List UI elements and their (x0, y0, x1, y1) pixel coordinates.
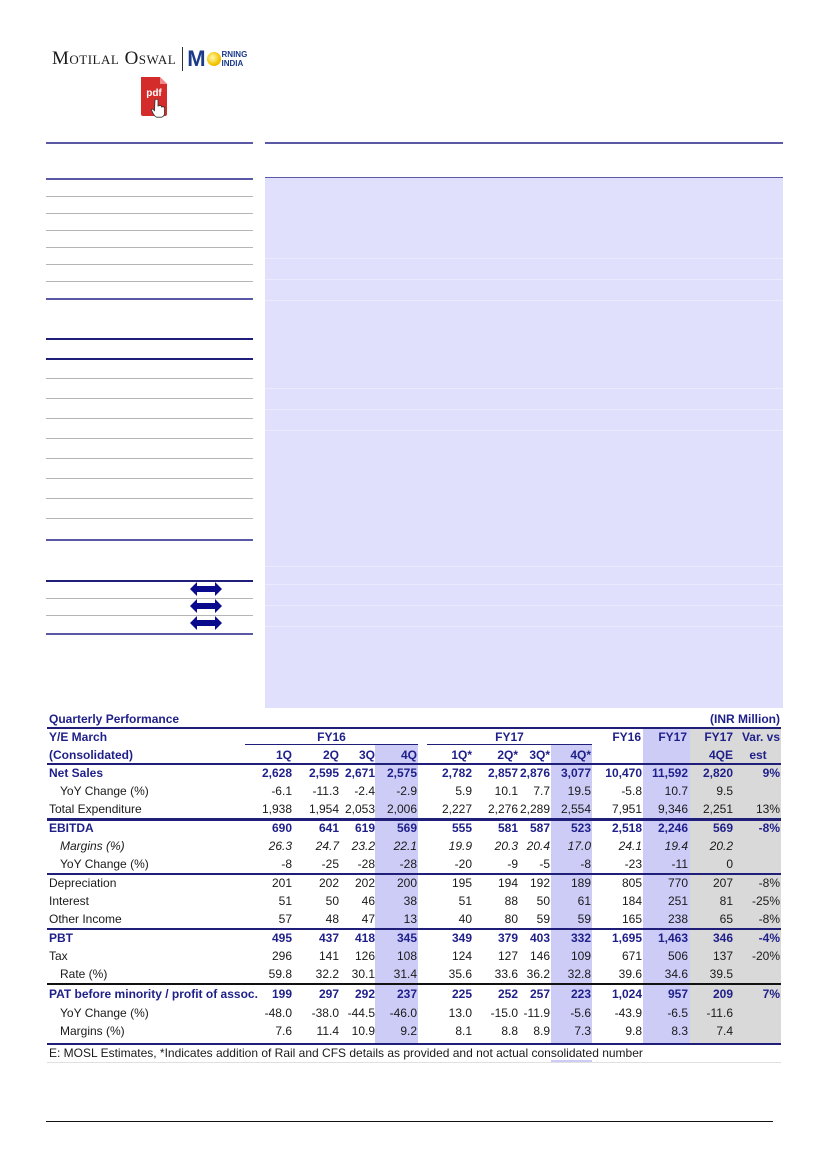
table-cell: -11.6 (706, 1006, 733, 1020)
table-cell: -8 (281, 857, 292, 871)
table-cell: 32.2 (315, 967, 339, 981)
header-fy16-group: FY16 (317, 730, 346, 744)
table-cell: 35.6 (448, 967, 472, 981)
table-cell: 24.1 (618, 839, 642, 853)
table-cell: 126 (354, 949, 375, 963)
header-col-2: 3Q (358, 748, 375, 762)
table-cell: 202 (354, 876, 375, 890)
table-cell: 2,595 (308, 766, 339, 780)
table-cell: 237 (396, 987, 417, 1001)
header-col-0: 1Q (275, 748, 292, 762)
table-cell: -43.9 (614, 1006, 642, 1020)
table-cell: 22.1 (393, 839, 417, 853)
table-cell: 2,554 (560, 802, 591, 816)
table-cell: 957 (667, 987, 688, 1001)
table-cell: -6.5 (667, 1006, 688, 1020)
sidebar-rule (46, 264, 253, 265)
table-cell: -23 (624, 857, 642, 871)
content-panel (265, 178, 783, 708)
table-cell: 297 (318, 987, 339, 1001)
sidebar-rule (46, 338, 253, 340)
table-cell: -8% (758, 876, 780, 890)
header-col-11: est (749, 748, 767, 762)
brand-name: Motilal Oswal (52, 48, 177, 69)
table-cell: 587 (529, 821, 550, 835)
sidebar-rule (46, 438, 253, 439)
table-cell: 30.1 (351, 967, 375, 981)
table-cell: 199 (271, 987, 292, 1001)
row-label: Depreciation (49, 876, 117, 890)
table-cell: 346 (712, 931, 733, 945)
double-arrow-icon (190, 582, 222, 596)
page-footer-rule (46, 1121, 773, 1122)
table-cell: 770 (667, 876, 688, 890)
table-cell: -4% (758, 931, 780, 945)
table-cell: 641 (318, 821, 339, 835)
table-cell: 207 (712, 876, 733, 890)
table-cell: -6.1 (271, 784, 292, 798)
row-label: Rate (%) (60, 967, 108, 981)
table-cell: 39.6 (618, 967, 642, 981)
table-cell: 2,289 (519, 802, 550, 816)
table-cell: 1,954 (308, 802, 339, 816)
table-cell: 8.8 (501, 1024, 518, 1038)
table-row (47, 910, 781, 928)
sidebar-rule (46, 142, 253, 144)
table-cell: 19.5 (567, 784, 591, 798)
table-cell: 2,782 (441, 766, 472, 780)
table-cell: 2,246 (657, 821, 688, 835)
table-cell: 65 (719, 912, 733, 926)
table-cell: -5.6 (570, 1006, 591, 1020)
table-cell: 165 (621, 912, 642, 926)
sidebar-rule (46, 178, 253, 180)
table-cell: 10,470 (605, 766, 642, 780)
row-label: Total Expenditure (49, 802, 142, 816)
logo-tag-top: RNING (221, 50, 248, 59)
header-col-6: 3Q* (529, 748, 550, 762)
table-cell: 296 (271, 949, 292, 963)
table-cell: 19.9 (448, 839, 472, 853)
header-col-5: 2Q* (497, 748, 518, 762)
table-cell: 2,518 (611, 821, 642, 835)
table-cell: 59 (577, 912, 591, 926)
table-cell: 9,346 (657, 802, 688, 816)
header-col-3: 4Q (400, 748, 417, 762)
header-col-8 (598, 746, 642, 764)
logo-tagline (222, 50, 248, 68)
table-cell: -20% (751, 949, 780, 963)
panel-divider (265, 279, 783, 280)
table-cell (732, 1004, 780, 1022)
table-cell: 10.7 (664, 784, 688, 798)
table-cell: 80 (504, 912, 518, 926)
table-cell: 127 (497, 949, 518, 963)
table-cell: 108 (396, 949, 417, 963)
table-cell: 61 (577, 894, 591, 908)
table-cell: 8.3 (671, 1024, 688, 1038)
table-cell: 20.3 (494, 839, 518, 853)
sidebar-rule (46, 298, 253, 300)
table-cell: -25% (751, 894, 780, 908)
table-cell: 51 (458, 894, 472, 908)
table-cell: -48.0 (264, 1006, 292, 1020)
table-cell: -28 (357, 857, 375, 871)
table-cell: 2,876 (519, 766, 550, 780)
table-cell: 403 (529, 931, 550, 945)
table-cell: 192 (529, 876, 550, 890)
table-cell: -8% (758, 912, 780, 926)
panel-divider (265, 430, 783, 431)
table-cell: 251 (667, 894, 688, 908)
table-cell: 40 (458, 912, 472, 926)
header-var: Var. vs (741, 730, 780, 744)
row-label: Tax (49, 949, 68, 963)
table-cell: 10.1 (494, 784, 518, 798)
table-row (47, 985, 781, 1003)
table-cell: 5.9 (455, 784, 472, 798)
table-cell: -8% (758, 821, 780, 835)
table-unit: (INR Million) (710, 712, 780, 726)
header-fy17-group: FY17 (495, 730, 524, 744)
table-cell: 495 (271, 931, 292, 945)
table-cell: 38 (403, 894, 417, 908)
table-cell: 32.8 (567, 967, 591, 981)
header-fy17-annual: FY17 (658, 730, 687, 744)
table-row (47, 800, 781, 818)
pdf-file-icon (139, 76, 169, 118)
table-row (47, 874, 781, 892)
panel-divider (265, 258, 783, 259)
pdf-download-button[interactable] (139, 76, 169, 116)
table-cell: 200 (396, 876, 417, 890)
table-cell: 349 (451, 931, 472, 945)
table-cell: 124 (451, 949, 472, 963)
table-cell: 569 (712, 821, 733, 835)
table-cell: 109 (570, 949, 591, 963)
table-cell: 10.9 (351, 1024, 375, 1038)
table-cell: 2,053 (344, 802, 375, 816)
table-cell: 51 (278, 894, 292, 908)
table-cell: 252 (497, 987, 518, 1001)
table-cell: 47 (361, 912, 375, 926)
table-cell: 209 (712, 987, 733, 1001)
sidebar-rule (46, 418, 253, 419)
table-cell: -5 (539, 857, 550, 871)
table-cell: 690 (271, 821, 292, 835)
sidebar-rule (46, 398, 253, 399)
header-fy16-annual: FY16 (612, 730, 641, 744)
table-cell: 569 (396, 821, 417, 835)
table-cell: 11.4 (316, 1024, 339, 1038)
table-cell: 619 (354, 821, 375, 835)
sidebar-rule (46, 358, 253, 360)
table-cell: -15.0 (490, 1006, 518, 1020)
panel-divider (265, 388, 783, 389)
table-cell: 523 (570, 821, 591, 835)
table-cell: 671 (621, 949, 642, 963)
row-label: YoY Change (%) (60, 857, 149, 871)
sidebar-rule (46, 230, 253, 231)
table-cell: 33.6 (494, 967, 518, 981)
table-cell: -25 (321, 857, 339, 871)
table-cell: 13% (755, 802, 780, 816)
table-row (47, 929, 781, 947)
table-cell: 437 (318, 931, 339, 945)
logo-tag-bottom: INDIA (221, 59, 244, 68)
table-cell: 141 (318, 949, 339, 963)
table-cell: -2.9 (396, 784, 417, 798)
table-cell: 1,938 (261, 802, 292, 816)
table-cell: 88 (504, 894, 518, 908)
header-consolidated: (Consolidated) (49, 748, 133, 762)
table-cell: 225 (451, 987, 472, 1001)
table-cell: 2,251 (702, 802, 733, 816)
table-cell: 2,006 (386, 802, 417, 816)
table-cell: -11 (671, 857, 688, 871)
table-cell: -5.8 (621, 784, 642, 798)
table-cell: 20.2 (709, 839, 733, 853)
sidebar-rule (46, 518, 253, 519)
table-cell: 13 (403, 912, 417, 926)
header-col-1: 2Q (322, 748, 339, 762)
row-label: PAT before minority / profit of assoc. (49, 987, 258, 1001)
table-cell: 194 (497, 876, 518, 890)
sidebar-rule (46, 498, 253, 499)
table-cell: 379 (497, 931, 518, 945)
panel-divider (265, 584, 783, 585)
table-cell: -38.0 (311, 1006, 339, 1020)
table-row (47, 855, 781, 873)
table-cell: 2,820 (702, 766, 733, 780)
panel-divider (265, 409, 783, 410)
table-cell (732, 782, 780, 800)
table-cell: 20.4 (526, 839, 550, 853)
table-cell: 81 (719, 894, 733, 908)
sidebar-rule (46, 633, 253, 635)
table-cell: 581 (497, 821, 518, 835)
row-label: Margins (%) (60, 839, 125, 853)
panel-divider (265, 605, 783, 606)
table-row (47, 782, 781, 800)
header-col-7: 4Q* (570, 748, 591, 762)
row-label: PBT (49, 931, 73, 945)
table-cell: 184 (621, 894, 642, 908)
table-cell: -46.0 (389, 1006, 417, 1020)
table-cell: 7.3 (574, 1024, 591, 1038)
header-fy17-est: FY17 (704, 730, 733, 744)
table-cell: 57 (278, 912, 292, 926)
table-cell: 1,695 (611, 931, 642, 945)
table-cell: 189 (570, 876, 591, 890)
table-cell (732, 855, 780, 873)
table-rule (47, 1043, 781, 1045)
table-row (47, 837, 781, 855)
sidebar-rule (46, 539, 253, 541)
sidebar-rule (46, 281, 253, 282)
row-label: Interest (49, 894, 90, 908)
table-cell: 59 (536, 912, 550, 926)
row-label: Other Income (49, 912, 122, 926)
table-cell: -28 (399, 857, 417, 871)
table-cell: 34.6 (664, 967, 688, 981)
table-cell (732, 1022, 780, 1040)
panel-divider (265, 566, 783, 567)
table-cell: -8 (580, 857, 591, 871)
table-cell: 2,276 (487, 802, 518, 816)
table-cell: 257 (529, 987, 550, 1001)
table-cell: -44.5 (347, 1006, 375, 1020)
table-cell: 345 (396, 931, 417, 945)
header-col-4: 1Q* (451, 748, 472, 762)
double-arrow-icon (190, 599, 222, 613)
panel-divider (265, 300, 783, 301)
table-row (47, 965, 781, 983)
table-cell: 2,628 (261, 766, 292, 780)
table-cell: -11.9 (523, 1006, 550, 1020)
table-cell: 202 (318, 876, 339, 890)
sidebar-rule (46, 196, 253, 197)
table-cell: 36.2 (526, 967, 550, 981)
table-cell: -2.4 (354, 784, 375, 798)
table-cell: 201 (271, 876, 292, 890)
sidebar-rule (46, 478, 253, 479)
table-cell: 7.6 (275, 1024, 292, 1038)
table-header-row-2 (47, 746, 781, 764)
table-cell: 9.8 (625, 1024, 642, 1038)
sidebar-rule (46, 378, 253, 379)
row-label: Margins (%) (60, 1024, 125, 1038)
table-cell: 555 (451, 821, 472, 835)
table-cell: 332 (570, 931, 591, 945)
header-ye-march: Y/E March (49, 730, 108, 744)
table-cell: 39.5 (709, 967, 733, 981)
table-row (47, 947, 781, 965)
table-cell: -20 (454, 857, 472, 871)
table-cell: 506 (667, 949, 688, 963)
table-cell: 292 (354, 987, 375, 1001)
table-cell: 24.7 (315, 839, 339, 853)
table-cell (732, 837, 780, 855)
table-header-row-1 (47, 728, 781, 746)
table-row (47, 764, 781, 782)
sun-icon (207, 52, 221, 66)
table-rule (47, 1062, 781, 1063)
table-cell: 137 (712, 949, 733, 963)
table-cell: 48 (325, 912, 339, 926)
double-arrow-icon (190, 616, 222, 630)
table-cell: 805 (621, 876, 642, 890)
table-cell: 8.1 (455, 1024, 472, 1038)
panel-divider (265, 626, 783, 627)
table-cell: 7,951 (611, 802, 642, 816)
table-cell: 146 (529, 949, 550, 963)
sidebar-rule (46, 213, 253, 214)
table-row (47, 819, 781, 837)
table-row (47, 1004, 781, 1022)
table-cell: 23.2 (351, 839, 375, 853)
row-label: YoY Change (%) (60, 1006, 149, 1020)
table-cell: 418 (354, 931, 375, 945)
table-cell: 2,671 (344, 766, 375, 780)
header-col-9 (644, 746, 688, 764)
table-cell: 7% (762, 987, 780, 1001)
table-cell: 8.9 (533, 1024, 550, 1038)
table-cell: 17.0 (567, 839, 591, 853)
table-cell: 2,857 (487, 766, 518, 780)
sidebar-rule (46, 458, 253, 459)
table-cell: 31.4 (393, 967, 417, 981)
row-label: YoY Change (%) (60, 784, 149, 798)
header-col-10: 4QE (708, 748, 733, 762)
table-cell: -9 (507, 857, 518, 871)
table-cell: 46 (361, 894, 375, 908)
table-cell: 7.7 (533, 784, 550, 798)
table-row (47, 892, 781, 910)
table-row (47, 1022, 781, 1040)
table-cell: 1,463 (657, 931, 688, 945)
logo-divider (182, 47, 183, 71)
table-cell: 9% (762, 766, 780, 780)
table-cell: 195 (451, 876, 472, 890)
table-cell: 59.8 (268, 967, 292, 981)
panel-rule (265, 142, 783, 144)
table-cell (732, 965, 780, 983)
table-cell: 238 (667, 912, 688, 926)
table-cell: 26.3 (268, 839, 292, 853)
table-cell: 2,575 (386, 766, 417, 780)
table-cell: 50 (536, 894, 550, 908)
sidebar-rule (46, 247, 253, 248)
table-cell: -11.3 (312, 784, 339, 798)
table-cell: 3,077 (560, 766, 591, 780)
row-label: EBITDA (49, 821, 94, 835)
table-cell: 1,024 (611, 987, 642, 1001)
table-cell: 19.4 (664, 839, 688, 853)
table-title: Quarterly Performance (49, 712, 180, 726)
table-footnote: E: MOSL Estimates, *Indicates addition of Rail and CFS details as provided and not actual consolidated number (49, 1046, 643, 1060)
table-cell: 9.5 (716, 784, 733, 798)
table-cell: 50 (325, 894, 339, 908)
brand-logo (52, 44, 247, 74)
pdf-label: pdf (146, 88, 162, 99)
table-cell: 9.2 (400, 1024, 417, 1038)
table-cell: 2,227 (441, 802, 472, 816)
row-label: Net Sales (49, 766, 104, 780)
logo-letter: M (187, 46, 206, 71)
table-cell: 0 (726, 857, 733, 871)
table-cell: 11,592 (651, 766, 688, 780)
table-cell: 13.0 (448, 1006, 472, 1020)
table-cell: 7.4 (716, 1024, 733, 1038)
table-cell: 223 (570, 987, 591, 1001)
